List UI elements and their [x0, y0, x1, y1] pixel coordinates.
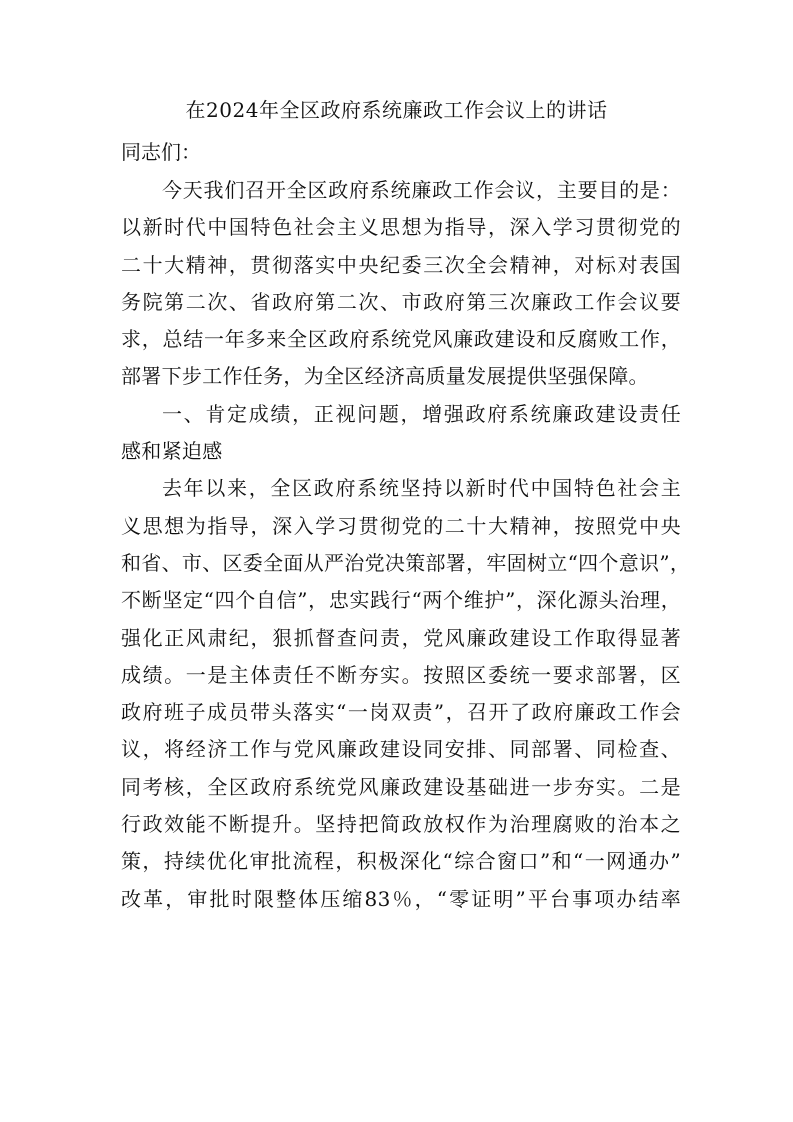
- paragraph-line: 义思想为指导，深入学习贯彻党的二十大精神，按照党中央: [121, 513, 681, 538]
- paragraph-line: 去年以来，全区政府系统坚持以新时代中国特色社会主: [162, 476, 681, 501]
- paragraph-line: 策，持续优化审批流程，积极深化“综合窗口”和“一网通办”: [121, 849, 681, 874]
- paragraph-line: 政府班子成员带头落实“一岗双责”，召开了政府廉政工作会: [121, 700, 681, 725]
- paragraph-line: 同考核，全区政府系统党风廉政建设基础进一步夯实。二是: [121, 774, 681, 799]
- paragraph-line: 成绩。一是主体责任不断夯实。按照区委统一要求部署，区: [121, 662, 681, 687]
- section-heading-line: 感和紧迫感: [121, 439, 223, 464]
- paragraph-line: 不断坚定“四个自信”，忠实践行“两个维护”，深化源头治理，: [121, 588, 681, 613]
- paragraph-line: 议，将经济工作与党风廉政建设同安排、同部署、同检查、: [121, 737, 681, 762]
- section-heading-line: 一、肯定成绩，正视问题，增强政府系统廉政建设责任: [162, 401, 681, 426]
- paragraph-line: 和省、市、区委全面从严治党决策部署，牢固树立“四个意识”，: [121, 550, 691, 575]
- paragraph-line: 求，总结一年多来全区政府系统党风廉政建设和反腐败工作，: [121, 327, 681, 352]
- paragraph-line: 今天我们召开全区政府系统廉政工作会议，主要目的是：: [162, 178, 681, 202]
- paragraph-line: 改革，审批时限整体压缩83％，“零证明”平台事项办结率: [121, 886, 681, 911]
- paragraph-line: 务院第二次、省政府第二次、市政府第三次廉政工作会议要: [121, 289, 681, 314]
- paragraph-line: 二十大精神，贯彻落实中央纪委三次全会精神，对标对表国: [121, 252, 681, 277]
- paragraph-line: 以新时代中国特色社会主义思想为指导，深入学习贯彻党的: [121, 215, 681, 240]
- paragraph-line: 行政效能不断提升。坚持把简政放权作为治理腐败的治本之: [121, 812, 681, 837]
- document-body: [121, 172, 691, 918]
- document-title: 在2024年全区政府系统廉政工作会议上的讲话: [185, 98, 608, 122]
- paragraph-line: 部署下步工作任务，为全区经济高质量发展提供坚强保障。: [121, 364, 649, 389]
- salutation: 同志们：: [121, 140, 201, 164]
- paragraph-line: 强化正风肃纪，狠抓督查问责，党风廉政建设工作取得显著: [121, 625, 681, 650]
